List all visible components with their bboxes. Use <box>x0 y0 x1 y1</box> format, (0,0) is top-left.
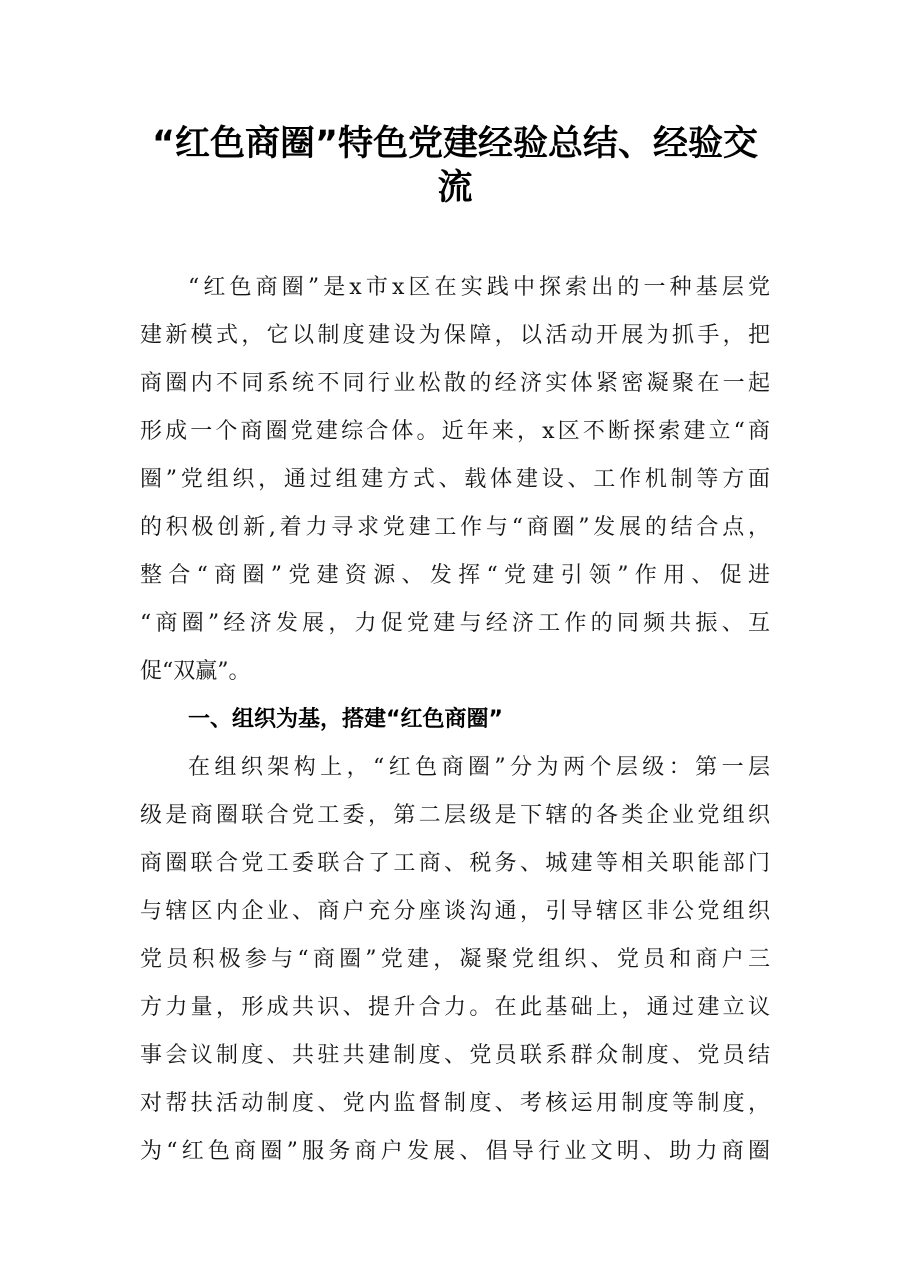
paragraph-1-line: 促“双赢”。 <box>140 659 251 684</box>
paragraph-2-line: 为“红色商圈”服务商户发展、倡导行业文明、助力商圈 <box>140 1139 770 1164</box>
paragraph-2-line: 与辖区内企业、商户充分座谈沟通，引导辖区非公党组织 <box>140 899 770 924</box>
paragraph-1-line: 建新模式，它以制度建设为保障，以活动开展为抓手，把 <box>140 323 770 348</box>
paragraph-2-line: 事会议制度、共驻共建制度、党员联系群众制度、党员结 <box>140 1043 770 1068</box>
paragraph-2-line: 商圈联合党工委联合了工商、税务、城建等相关职能部门 <box>140 851 770 876</box>
paragraph-1-line: “红色商圈”是x市x区在实践中探索出的一种基层党 <box>188 275 770 300</box>
paragraph-2-line: 级是商圈联合党工委，第二层级是下辖的各类企业党组织 <box>140 803 770 828</box>
paragraph-1-line: 的积极创新,着力寻求党建工作与“商圈”发展的结合点， <box>140 515 770 540</box>
paragraph-1-line: “商圈”经济发展，力促党建与经济工作的同频共振、互 <box>140 611 770 636</box>
paragraph-1-line: 圈”党组织，通过组建方式、载体建设、工作机制等方面 <box>140 467 770 492</box>
paragraph-2-line: 方力量，形成共识、提升合力。在此基础上，通过建立议 <box>140 995 770 1020</box>
section-heading: 一、组织为基，搭建“红色商圈” <box>188 707 503 732</box>
paragraph-1-line: 商圈内不同系统不同行业松散的经济实体紧密凝聚在一起 <box>140 371 770 396</box>
document-title-line-2: 流 <box>437 168 473 208</box>
paragraph-1-line: 形成一个商圈党建综合体。近年来，x区不断探索建立“商 <box>140 419 770 444</box>
paragraph-2-line: 对帮扶活动制度、党内监督制度、考核运用制度等制度， <box>140 1091 770 1116</box>
paragraph-2-line: 党员积极参与“商圈”党建，凝聚党组织、党员和商户三 <box>140 947 770 972</box>
paragraph-2-line: 在组织架构上，“红色商圈”分为两个层级：第一层 <box>188 755 770 780</box>
document-title-line-1: “红色商圈”特色党建经验总结、经验交 <box>151 124 758 164</box>
paragraph-1-line: 整合“商圈”党建资源、发挥“党建引领”作用、促进 <box>140 563 770 588</box>
